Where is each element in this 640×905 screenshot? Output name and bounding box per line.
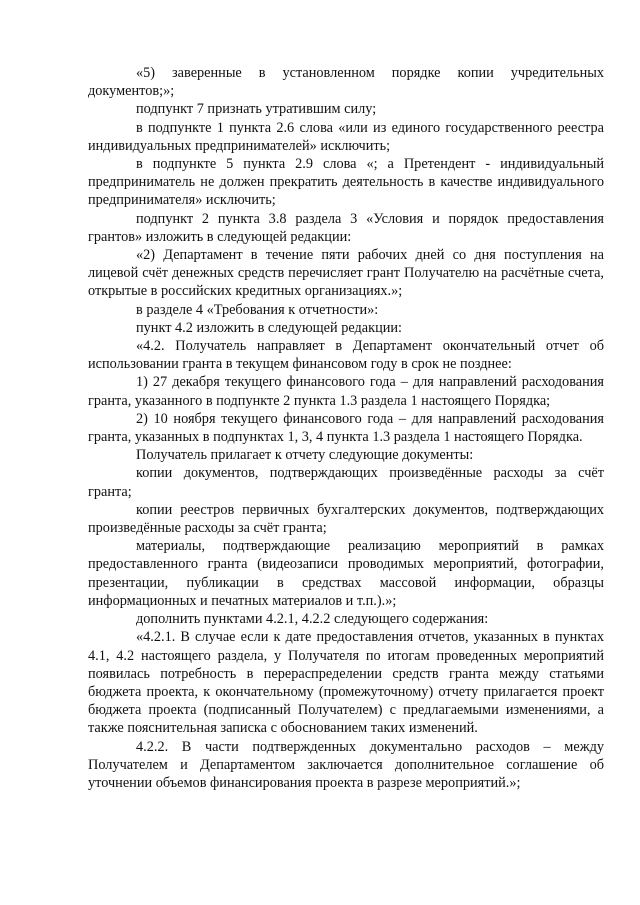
paragraph-6: «2) Департамент в течение пяти рабочих дней со дня поступления на лицевой счёт денежных средств перечисляет грант Получателю на расчётные счета, открытые в российских кредитных организациях.»;: [88, 247, 604, 300]
paragraph-18: 4.2.2. В части подтвержденных документально расходов – между Получателем и Департаментом заключается дополнительное соглашение об уточнении объемов финансирования проекта в разрезе мероприятий.»;: [88, 738, 604, 791]
paragraph-3: в подпункте 1 пункта 2.6 слова «или из единого государственного реестра индивидуальных предпринимателей» исключить;: [88, 119, 604, 154]
paragraph-17: «4.2.1. В случае если к дате предоставления отчетов, указанных в пунктах 4.1, 4.2 настоящего раздела, у Получателя по итогам проведенных мероприятий появилась потребность в перераспределении средств гранта между статьями бюджета проекта, к окончательному (промежуточному) отчету прилагается проект бюджета проекта (подписанный Получателем) с предлагаемыми изменениями, а также пояснительная записка с обоснованием таких изменений.: [88, 629, 604, 737]
paragraph-12: Получатель прилагает к отчету следующие документы:: [136, 447, 474, 464]
paragraph-13: копии документов, подтверждающих произведённые расходы за счёт гранта;: [88, 465, 604, 500]
paragraph-8: пункт 4.2 изложить в следующей редакции:: [136, 319, 403, 336]
paragraph-1: «5) заверенные в установленном порядке копии учредительных документов;»;: [88, 65, 604, 100]
paragraph-5: подпункт 2 пункта 3.8 раздела 3 «Условия и порядок предоставления грантов» изложить в следующей редакции:: [88, 210, 604, 245]
document-page: [88, 64, 604, 792]
paragraph-4: в подпункте 5 пункта 2.9 слова «; а Претендент - индивидуальный предприниматель не должен прекратить деятельность в качестве индивидуального предпринимателя» исключить;: [88, 156, 604, 209]
paragraph-16: дополнить пунктами 4.2.1, 4.2.2 следующего содержания:: [136, 611, 489, 628]
paragraph-11: 2) 10 ноября текущего финансового года – для направлений расходования гранта, указанных в подпунктах 1, 3, 4 пункта 1.3 раздела 1 настоящего Порядка.: [88, 410, 604, 446]
paragraph-2: подпункт 7 признать утратившим силу;: [136, 101, 377, 118]
paragraph-15: материалы, подтверждающие реализацию мероприятий в рамках предоставленного гранта (видеозаписи проводимых мероприятий, фотографии, презентации, публикации в средствах массовой информации, образцы информационных и печатных материалов и т.п.).»;: [88, 538, 604, 609]
paragraph-7: в разделе 4 «Требования к отчетности»:: [136, 301, 379, 318]
paragraph-14: копии реестров первичных бухгалтерских документов, подтверждающих произведённые расходы за счёт гранта;: [88, 501, 604, 537]
paragraph-10: 1) 27 декабря текущего финансового года – для направлений расходования гранта, указанного в подпункте 2 пункта 1.3 раздела 1 настоящего Порядка;: [88, 374, 604, 409]
paragraph-9: «4.2. Получатель направляет в Департамент окончательный отчет об использовании гранта в текущем финансовом году в срок не позднее:: [88, 338, 604, 373]
